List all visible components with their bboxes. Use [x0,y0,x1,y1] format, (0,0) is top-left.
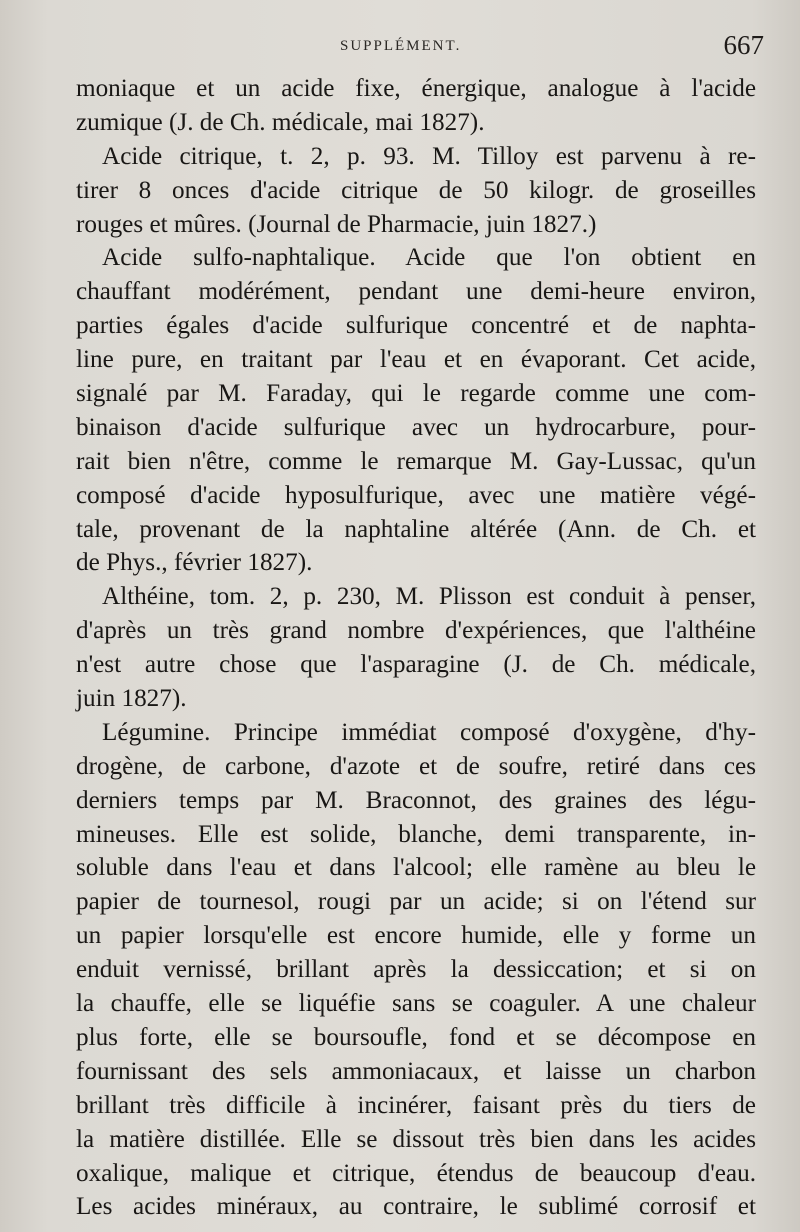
text-line: enduit vernissé, brillant après la dessiccation; et si on [76,956,756,984]
text-line: rait bien n'être, comme le remarque M. Gay-Lussac, qu'un [76,447,756,475]
text-line: Althéine, tom. 2, p. 230, M. Plisson est conduit à penser, [102,583,756,611]
text-line: zumique (J. de Ch. médicale, mai 1827). [76,108,485,136]
text-line: Les acides minéraux, au contraire, le sublimé corrosif et [76,1193,756,1221]
text-line: soluble dans l'eau et dans l'alcool; elle ramène au bleu le [76,854,756,882]
text-line: parties égales d'acide sulfurique concentré et de naphta- [76,312,756,340]
text-line: tirer 8 onces d'acide citrique de 50 kilogr. de groseilles [76,176,756,204]
text-line: chauffant modérément, pendant une demi-heure environ, [76,278,756,306]
text-line: mineuses. Elle est solide, blanche, demi transparente, in- [76,820,756,848]
text-line: fournissant des sels ammoniacaux, et laisse un charbon [76,1057,756,1085]
text-line: brillant très difficile à incinérer, faisant près du tiers de [76,1091,756,1119]
text-line: Légumine. Principe immédiat composé d'oxygène, d'hy- [102,718,756,746]
text-line: tale, provenant de la naphtaline altérée (Ann. de Ch. et [76,515,756,543]
text-line: moniaque et un acide fixe, énergique, analogue à l'acide [76,75,756,102]
text-line: de Phys., février 1827). [76,549,313,577]
text-line: la chauffe, elle se liquéfie sans se coaguler. A une chaleur [76,990,756,1018]
text-line: rouges et mûres. (Journal de Pharmacie, juin 1827.) [76,210,597,238]
text-line: derniers temps par M. Braconnot, des graines des légu- [76,786,756,814]
text-line: Acide citrique, t. 2, p. 93. M. Tilloy est parvenu à re- [102,142,756,170]
page-number: 667 [723,30,764,60]
text-line: n'est autre chose que l'asparagine (J. de Ch. médicale, [76,651,756,679]
text-line: papier de tournesol, rougi par un acide; si on l'étend sur [76,888,756,916]
running-head: SUPPLÉMENT. [340,38,462,54]
text-line: d'après un très grand nombre d'expériences, que l'althéine [76,617,756,645]
text-line: binaison d'acide sulfurique avec un hydrocarbure, pour- [76,413,756,441]
text-line: oxalique, malique et citrique, étendus de beaucoup d'eau. [76,1159,756,1187]
text-line: juin 1827). [76,685,187,713]
text-line: signalé par M. Faraday, qui le regarde comme une com- [76,380,756,408]
page-body [76,72,756,1224]
text-line: drogène, de carbone, d'azote et de soufre, retiré dans ces [76,752,756,780]
text-line: line pure, en traitant par l'eau et en évaporant. Cet acide, [76,346,756,374]
page-header [78,30,770,64]
text-line: Acide sulfo-naphtalique. Acide que l'on obtient en [102,244,756,272]
text-line: un papier lorsqu'elle est encore humide, elle y forme un [76,922,756,950]
text-line: plus forte, elle se boursoufle, fond et se décompose en [76,1023,756,1051]
text-line: la matière distillée. Elle se dissout très bien dans les acides [76,1125,756,1153]
text-line: composé d'acide hyposulfurique, avec une matière végé- [76,481,756,509]
